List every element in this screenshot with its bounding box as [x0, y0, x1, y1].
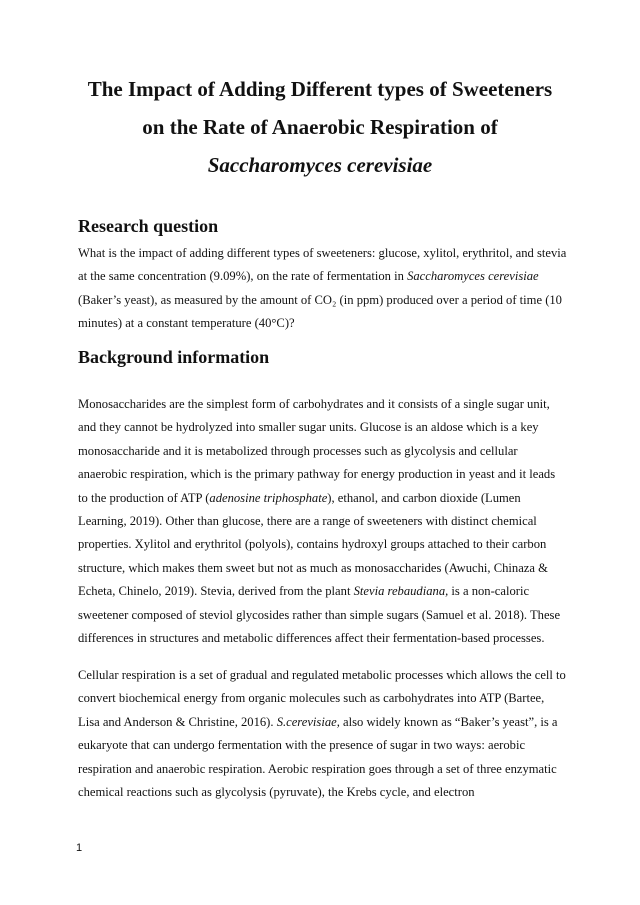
document-title: [40, 70, 600, 184]
bg1-text-3: is a non-caloric sweetener composed of steviol glycosides rather than simple sugars (Samuel et al. 2018). These differences in structures and metabolic differences affect their fermentation-based processes.: [78, 584, 561, 646]
background-paragraph-2: [78, 664, 568, 804]
title-line-1: The Impact of Adding Different types of Sweeteners: [87, 77, 553, 101]
rq-species-name: Saccharomyces cerevisiae: [407, 269, 539, 284]
rq-text-1: What is the impact of adding different types of sweeteners: glucose, xylitol, erythritol, and stevia at the same concentration (9.09%), on the rate of fermentation in: [78, 246, 567, 284]
research-question-heading: Research question: [78, 216, 219, 236]
title-line-2: on the Rate of Anaerobic Respiration of: [142, 115, 498, 139]
bg1-italic-stevia: Stevia rebaudiana,: [353, 584, 449, 599]
bg2-italic-species: S.cerevisiae,: [276, 714, 340, 729]
bg1-text-1: Monosaccharides are the simplest form of carbohydrates and it consists of a single sugar unit, and they cannot be hydrolyzed into smaller sugar units. Glucose is an aldose which is a key monosaccharide and it is metabolized through processes such as glycolysis and cellular anaerobic respiration, which is the primary pathway for energy production in yeast and it leads to the production of ATP (: [78, 397, 556, 505]
title-line-3: Saccharomyces cerevisiae: [207, 153, 433, 177]
background-paragraph-1: [78, 393, 568, 650]
background-heading: Background information: [78, 347, 270, 367]
research-question-paragraph: [78, 242, 568, 336]
rq-text-2: (Baker’s yeast), as measured by the amount of CO₂ (in ppm) produced over a period of time (10 minutes) at a constant temperature (40°C)?: [78, 292, 562, 331]
bg2-text-1: Cellular respiration is a set of gradual and regulated metabolic processes which allows the cell to convert biochemical energy from organic molecules such as carbohydrates into ATP (Bartee, Lisa and Anderson & Christine, 2016).: [78, 668, 566, 729]
bg1-text-2: ), ethanol, and carbon dioxide (Lumen Learning, 2019). Other than glucose, there are a range of sweeteners with distinct chemical properties. Xylitol and erythritol (polyols), contains hydroxyl groups attached to their carbon structure, which makes them sweet but not as much as monosaccharides (Awuchi, Chinaza & Echeta, Chinelo, 2019). Stevia, derived from the plant: [78, 490, 548, 599]
bg1-italic-atp: adenosine triphosphate: [209, 490, 328, 505]
page-number: 1: [76, 842, 83, 854]
bg2-text-2: also widely known as “Baker’s yeast”, is a eukaryote that can undergo fermentation with the presence of sugar in two ways: aerobic respiration and anaerobic respiration. Aerobic respiration goes through a set of three enzymatic chemical reactions such as glycolysis (pyruvate), the Krebs cycle, and electron: [78, 714, 558, 800]
